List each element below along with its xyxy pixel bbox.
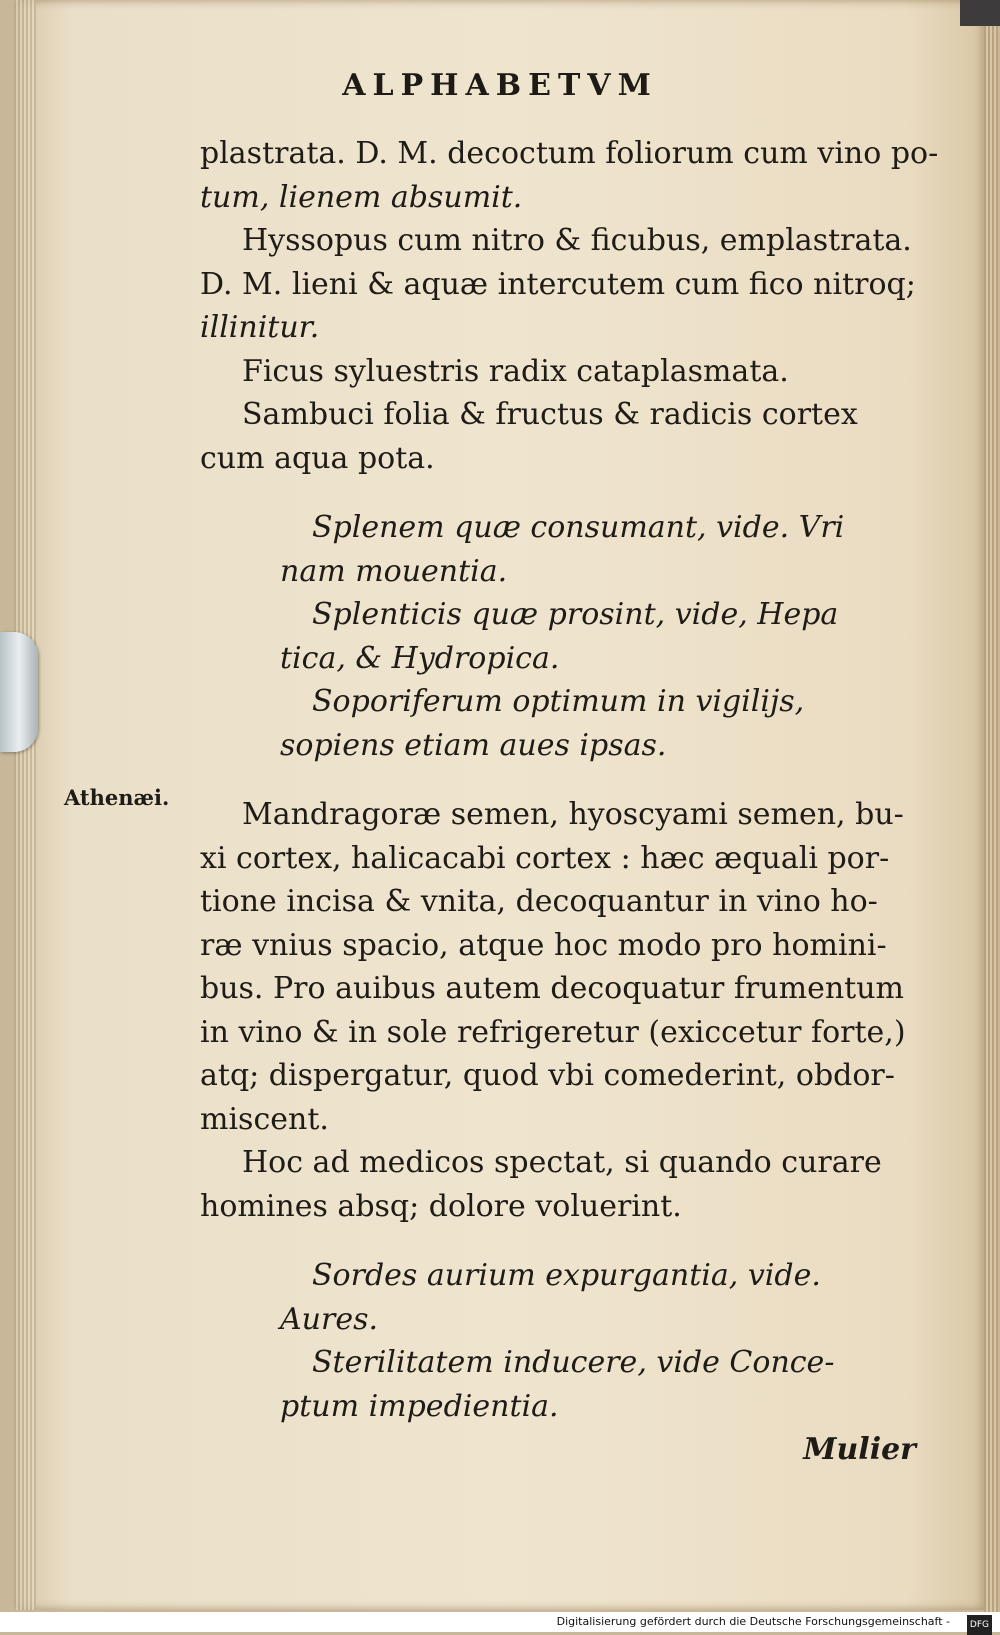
page-fore-edge [984,0,998,1632]
text-line: Hyssopus cum nitro & ficubus, emplastrata. [242,223,912,258]
page-gutter [14,0,36,1610]
paragraph-gap [200,767,922,793]
text-line: tione incisa & vnita, decoquantur in vino ho- [200,884,878,919]
running-header: ALPHABETVM [342,68,658,103]
text-line: Sordes aurium expurgantia, vide. [312,1258,821,1293]
text-line: illinitur. [200,310,320,345]
text-line: ptum impedientia. [280,1388,559,1424]
text-line: sopiens etiam aues ipsas. [280,727,667,763]
footer-credit: Digitalisierung gefördert durch die Deutsche Forschungsgemeinschaft - [556,1615,950,1628]
text-line: Aures. [280,1301,379,1337]
dfg-logo: DFG [967,1615,992,1635]
scan-background-corner [960,0,1000,26]
text-line: in vino & in sole refrigeretur (exiccetur forte,) [200,1014,906,1050]
text-line: tum, lienem absumit. [200,179,523,215]
paragraph-gap [200,1228,922,1254]
text-line: Splenem quæ consumant, vide. Vri [312,510,845,545]
text-line: Mandragoræ semen, hyoscyami semen, bu- [242,797,904,832]
text-line: nam mouentia. [280,553,508,589]
catchword: Mulier [803,1432,916,1467]
text-line: tica, & Hydropica. [280,640,560,676]
text-line: D. M. lieni & aquæ intercutem cum fico nitroq; [200,266,916,302]
text-line: homines absq; dolore voluerint. [200,1188,682,1224]
text-line: ræ vnius spacio, atque hoc modo pro homini- [200,927,887,963]
text-line: Sambuci folia & fructus & radicis cortex [242,397,858,432]
text-line: Hoc ad medicos spectat, si quando curare [242,1145,882,1180]
body-text [200,132,939,1472]
text-line: miscent. [200,1101,329,1137]
digitization-footer [0,1612,1000,1632]
text-line: xi cortex, halicacabi cortex : hæc æquali por- [200,840,890,876]
text-line: plastrata. D. M. decoctum foliorum cum vino po- [200,136,939,171]
page-clip [0,632,38,752]
text-line: Sterilitatem inducere, vide Conce- [312,1345,835,1380]
text-line: cum aqua pota. [200,440,435,476]
text-line: Ficus syluestris radix cataplasmata. [242,353,789,389]
text-line: Soporiferum optimum in vigilijs, [312,684,805,719]
text-line: Splenticis quæ prosint, vide, Hepa [312,597,839,632]
margin-note: Athenæi. [64,785,170,810]
paragraph-gap [200,480,922,506]
text-line: bus. Pro auibus autem decoquatur frumentum [200,971,904,1006]
text-line: atq; dispergatur, quod vbi comederint, obdor- [200,1058,895,1093]
